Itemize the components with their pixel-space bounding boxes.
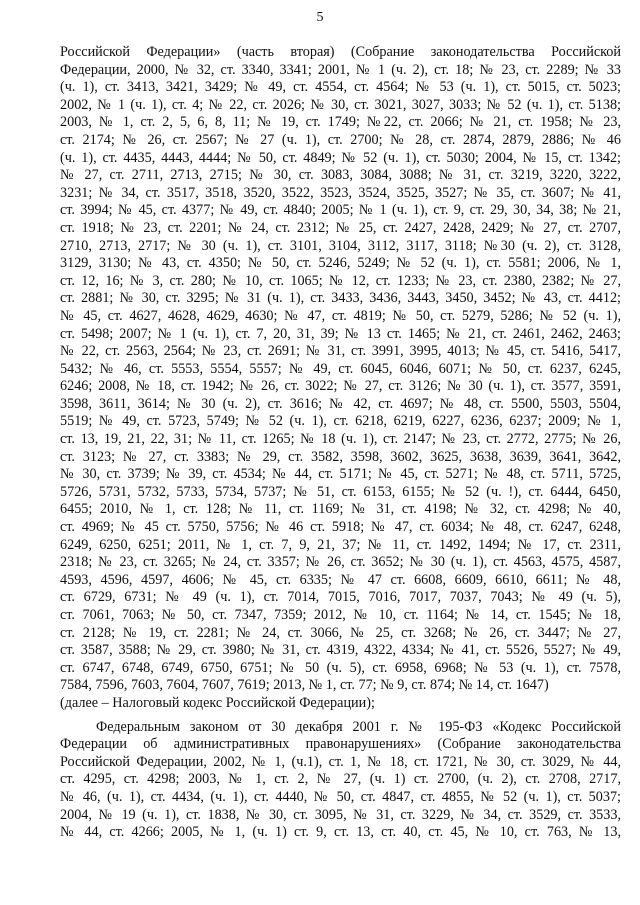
page-number: 5 [316, 10, 324, 25]
text-line: № 44, ст. 4266; 2005, № 1, (ч. 1) ст. 9, ст. 13, ст. 40, ст. 45, № 10, ст. 763, № 13, [60, 824, 621, 841]
text-line: 3598, 3611, 3614; № 30 (ч. 2), ст. 3616; № 42, ст. 4697; № 48, ст. 5500, 5503, 5504, [60, 395, 621, 412]
text-line: 5726, 5731, 5732, 5733, 5734, 5737; № 51, ст. 6153, 6155; № 52 (ч. !), ст. 6444, 6450, [60, 483, 621, 500]
text-line: 5432; № 46, ст. 5553, 5554, 5557; № 49, ст. 6045, 6046, 6071; № 50, ст. 6237, 6245, [60, 360, 621, 377]
text-line: 6246; 2008, № 18, ст. 1942; № 26, ст. 3022; № 27, ст. 3126; № 30 (ч. 1), ст. 3577, 3591, [60, 378, 621, 395]
paragraph-tax-code-references [60, 44, 621, 713]
text-line: Российской Федерации, 2002, № 1, (ч.1), ст. 1, № 18, ст. 1721, № 30, ст. 3029, № 44, [60, 753, 621, 770]
text-line: 5519; № 49, ст. 5723, 5749; № 52 (ч. 1), ст. 6218, 6219, 6227, 6236, 6237; 2009; № 1, [60, 413, 621, 430]
text-line: Российской Федерации» (часть вторая) (Собрание законодательства Российской [60, 44, 621, 60]
text-line: Федерации об административных правонарушениях» (Собрание законодательства [60, 736, 621, 753]
text-line: № 45, ст. 4627, 4628, 4629, 4630; № 47, ст. 4819; № 50, ст. 5279, 5286; № 52 (ч. 1), [60, 307, 621, 324]
text-line: 7584, 7596, 7603, 7604, 7607, 7619; 2013, № 1, ст. 77; № 9, ст. 874; № 14, ст. 1647) [60, 677, 549, 694]
text-line: ст. 2174; № 26, ст. 2567; № 27 (ч. 1), ст. 2700; № 28, ст. 2874, 2879, 2886; № 46 [60, 131, 621, 148]
text-line: № 27, ст. 2711, 2713, 2715; № 30, ст. 3083, 3084, 3088; № 31, ст. 3219, 3220, 3222, [60, 167, 621, 184]
text-line: (ч. 1), ст. 4435, 4443, 4444; № 50, ст. 4849; № 52 (ч. 1), ст. 5030; 2004, № 15, ст. 1342; [60, 149, 621, 166]
text-line: ст. 1918; № 23, ст. 2201; № 24, ст. 2312; № 25, ст. 2427, 2428, 2429; № 27, ст. 2707, [60, 219, 621, 236]
text-line: ст. 3994; № 45, ст. 4377; № 49, ст. 4840; 2005; № 1 (ч. 1), ст. 9, ст. 29, 30, 34, 38; № 21, [60, 202, 621, 219]
text-line: 2004, № 19 (ч. 1), ст. 1838, № 30, ст. 3095, № 31, ст. 3229, № 34, ст. 3529, ст. 3533, [60, 806, 621, 823]
text-line: Федерации, 2000, № 32, ст. 3340, 3341; 2001, № 1 (ч. 2), ст. 18; № 23, ст. 2289; № 33 [60, 61, 621, 78]
text-line: ст. 2881; № 30, ст. 3295; № 31 (ч. 1), ст. 3433, 3436, 3443, 3450, 3452; № 43, ст. 4412; [60, 290, 621, 307]
text-line: 2002, № 1 (ч. 1), ст. 4; № 22, ст. 2026; № 30, ст. 3021, 3027, 3033; № 52 (ч. 1), ст. 5138; [60, 96, 621, 113]
text-line: 3231; № 34, ст. 3517, 3518, 3520, 3522, 3523, 3524, 3525, 3527; № 35, ст. 3607; № 41, [60, 184, 621, 201]
text-line: 2003, № 1, ст. 2, 5, 6, 8, 11; № 19, ст. 1749; №22, ст. 2066; № 21, ст. 1958; № 23, [60, 114, 621, 131]
text-line: ст. 5498; 2007; № 1 (ч. 1), ст. 7, 20, 31, 39; № 13 ст. 1465; № 21, ст. 2461, 2462, 2463; [60, 325, 621, 342]
text-line: (ч. 1), ст. 3413, 3421, 3429; № 49, ст. 4554, ст. 4564; № 53 (ч. 1), ст. 5015, ст. 5023; [60, 79, 621, 96]
text-line: Федеральным законом от 30 декабря 2001 г. № 195-ФЗ «Кодекс Российской [96, 718, 621, 735]
text-line: 2318; № 23, ст. 3265; № 24, ст. 3357; № 26, ст. 3652; № 30 (ч. 1), ст. 4563, 4575, 4587, [60, 554, 621, 571]
text-line: (далее – Налоговый кодекс Российской Федерации); [60, 694, 375, 711]
text-line: 2710, 2713, 2717; № 30 (ч. 1), ст. 3101, 3104, 3112, 3117, 3118; №30 (ч. 2), ст. 3128, [60, 237, 621, 254]
body-text [60, 44, 621, 842]
paragraph-administrative-code-references [60, 719, 621, 842]
text-line: № 22, ст. 2563, 2564; № 23, ст. 2691; № 31, ст. 3991, 3995, 4013; № 45, ст. 5416, 5417, [60, 343, 621, 360]
text-line: ст. 4969; № 45 ст. 5750, 5756; № 46 ст. 5918; № 47, ст. 6034; № 48, ст. 6247, 6248, [60, 519, 621, 536]
text-line: ст. 3587, 3588; № 29, ст. 3980; № 31, ст. 4319, 4322, 4334; № 41, ст. 5526, 5527; № 49, [60, 642, 621, 659]
text-line: ст. 6747, 6748, 6749, 6750, 6751; № 50 (ч. 5), ст. 6958, 6968; № 53 (ч. 1), ст. 7578, [60, 659, 621, 676]
text-line: 3129, 3130; № 43, ст. 4350; № 50, ст. 5246, 5249; № 52 (ч. 1), ст. 5581; 2006, № 1, [60, 255, 621, 272]
text-line: ст. 2128; № 19, ст. 2281; № 24, ст. 3066, № 25, ст. 3268; № 26, ст. 3447; № 27, [60, 624, 621, 641]
text-line: ст. 4295, ст. 4298; 2003, № 1, ст. 2, № 27, (ч. 1) ст. 2700, (ч. 2), ст. 2708, 2717, [60, 771, 621, 788]
text-line: ст. 7061, 7063; № 50, ст. 7347, 7359; 2012, № 10, ст. 1164; № 14, ст. 1545; № 18, [60, 607, 621, 623]
text-line: ст. 12, 16; № 3, ст. 280; № 10, ст. 1065; № 12, ст. 1233; № 23, ст. 2380, 2382; № 27, [60, 272, 621, 289]
text-line: ст. 13, 19, 21, 22, 31; № 11, ст. 1265; № 18 (ч. 1), ст. 2147; № 23, ст. 2772, 2775; № 26, [60, 431, 621, 448]
text-line: 4593, 4596, 4597, 4606; № 45, ст. 6335; № 47 ст. 6608, 6609, 6610, 6611; № 48, [60, 571, 621, 588]
text-line: ст. 6729, 6731; № 49 (ч. 1), ст. 7014, 7015, 7016, 7017, 7037, 7043; № 49 (ч. 5), [60, 589, 621, 606]
text-line: № 30, ст. 3739; № 39, ст. 4534; № 44, ст. 5171; № 45, ст. 5271; № 48, ст. 5711, 5725, [60, 466, 621, 483]
text-line: № 46, (ч. 1), ст. 4434, (ч. 1), ст. 4440, № 50, ст. 4847, ст. 4855, № 52 (ч. 1), ст. 5037; [60, 788, 621, 805]
text-line: ст. 3123; № 27, ст. 3383; № 29, ст. 3582, 3598, 3602, 3625, 3638, 3639, 3641, 3642, [60, 448, 621, 465]
text-line: 6455; 2010, № 1, ст. 128; № 11, ст. 1169; № 31, ст. 4198; № 32, ст. 4298; № 40, [60, 501, 621, 518]
text-line: 6249, 6250, 6251; 2011, № 1, ст. 7, 9, 21, 37; № 11, ст. 1492, 1494; № 17, ст. 2311, [60, 536, 621, 553]
